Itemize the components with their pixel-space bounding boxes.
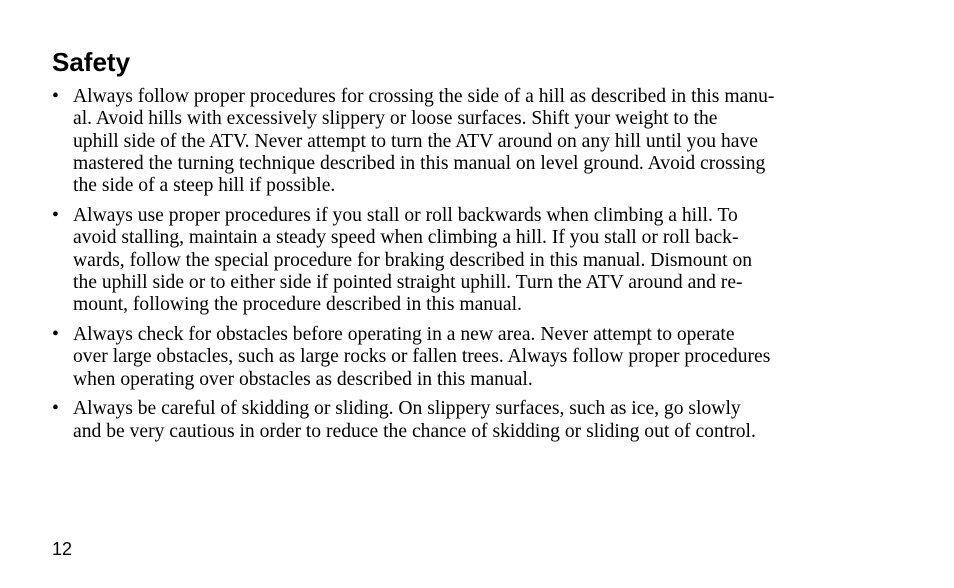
bullet-item bbox=[52, 86, 892, 197]
safety-bullet-list bbox=[52, 86, 892, 450]
bullet-line: the side of a steep hill if possible. bbox=[73, 175, 336, 197]
bullet-icon: • bbox=[52, 398, 59, 420]
bullet-item bbox=[52, 324, 892, 391]
bullet-line: Always follow proper procedures for crossing the side of a hill as described in this manu- bbox=[73, 86, 775, 107]
bullet-line: Always check for obstacles before operating in a new area. Never attempt to operate bbox=[73, 323, 735, 345]
bullet-icon: • bbox=[52, 323, 59, 345]
bullet-line: the uphill side or to either side if pointed straight uphill. Turn the ATV around and re- bbox=[73, 271, 743, 293]
bullet-line: over large obstacles, such as large rocks or fallen trees. Always follow proper procedures bbox=[73, 346, 771, 368]
section-heading: Safety bbox=[52, 47, 131, 77]
bullet-line: Always be careful of skidding or sliding. On slippery surfaces, such as ice, go slowly bbox=[73, 398, 741, 420]
bullet-line: when operating over obstacles as described in this manual. bbox=[73, 368, 533, 390]
page-number: 12 bbox=[52, 539, 73, 559]
bullet-line: al. Avoid hills with excessively slippery or loose surfaces. Shift your weight to the bbox=[73, 108, 718, 130]
bullet-line: and be very cautious in order to reduce the chance of skidding or sliding out of control. bbox=[73, 420, 756, 442]
bullet-line: wards, follow the special procedure for braking described in this manual. Dismount on bbox=[73, 249, 753, 271]
bullet-line: mount, following the procedure described in this manual. bbox=[73, 294, 522, 316]
bullet-item bbox=[52, 398, 892, 443]
bullet-line: uphill side of the ATV. Never attempt to turn the ATV around on any hill until you have bbox=[73, 130, 758, 152]
bullet-line: Always use proper procedures if you stall or roll backwards when climbing a hill. To bbox=[73, 204, 738, 226]
bullet-icon: • bbox=[52, 204, 59, 226]
bullet-icon: • bbox=[52, 86, 59, 107]
bullet-item bbox=[52, 205, 892, 316]
bullet-line: mastered the turning technique described in this manual on level ground. Avoid crossing bbox=[73, 152, 766, 174]
bullet-line: avoid stalling, maintain a steady speed when climbing a hill. If you stall or roll back- bbox=[73, 227, 739, 249]
